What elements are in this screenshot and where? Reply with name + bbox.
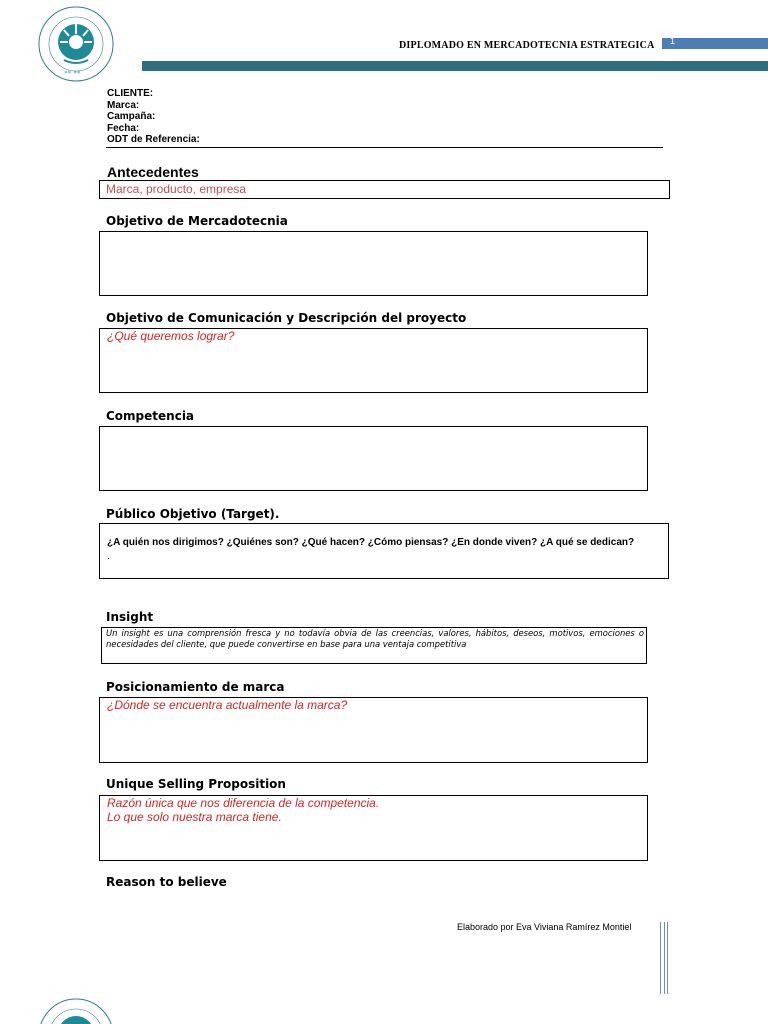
footer-rule-1 <box>660 922 661 994</box>
objetivo-mercadotecnia-heading: Objetivo de Mercadotecnia <box>106 214 288 228</box>
publico-objetivo-text: ¿A quién nos dirigimos? ¿Quiénes son? ¿Qué hacen? ¿Cómo piensas? ¿En donde viven? ¿A qué se dedican? <box>107 537 635 548</box>
antecedentes-heading: Antecedentes <box>107 164 199 180</box>
svg-text:»» ««: »» «« <box>64 69 81 76</box>
page-number-tab <box>662 38 768 49</box>
client-divider <box>106 147 663 148</box>
reason-heading: Reason to believe <box>106 875 227 889</box>
campana-label: Campaña: <box>107 111 156 122</box>
objetivo-comunicacion-box[interactable] <box>99 328 648 393</box>
university-logo <box>36 4 116 84</box>
publico-objetivo-box[interactable] <box>99 523 669 579</box>
usp-line-1: Razón única que nos diferencia de la competencia. <box>107 796 380 810</box>
footer-rule-2 <box>664 922 665 994</box>
usp-heading: Unique Selling Proposition <box>106 777 286 791</box>
header-title: DIPLOMADO EN MERCADOTECNIA ESTRATEGICA <box>399 40 655 51</box>
publico-objetivo-heading: Público Objetivo (Target). <box>106 507 280 521</box>
antecedentes-text: Marca, producto, empresa <box>106 182 247 196</box>
competencia-heading: Competencia <box>106 409 195 423</box>
insight-text: Un insight es una comprensión fresca y no todavía obvia de las creencias, valores, hábitos, deseos, motivos, emociones o necesidades del cliente, que puede convertirse en base para una ventaja competitiva <box>106 628 644 649</box>
fecha-label: Fecha: <box>107 122 140 134</box>
client-info <box>107 88 200 146</box>
objetivo-mercadotecnia-box[interactable] <box>99 231 648 296</box>
odt-label: ODT de Referencia: <box>107 134 200 145</box>
footer-rule-3 <box>667 922 668 994</box>
footer-author: Elaborado por Eva Viviana Ramírez Montiel <box>457 922 632 932</box>
posicionamiento-text: ¿Dónde se encuentra actualmente la marca? <box>107 698 348 712</box>
usp-box[interactable] <box>99 795 648 861</box>
university-seal-icon <box>36 4 116 84</box>
objetivo-comunicacion-heading: Objetivo de Comunicación y Descripción del proyecto <box>106 311 467 325</box>
page-number: 1 <box>670 36 676 46</box>
posicionamiento-heading: Posicionamiento de marca <box>106 680 285 694</box>
publico-objetivo-dot: . <box>107 551 110 562</box>
next-page-logo <box>36 996 116 1024</box>
posicionamiento-box[interactable] <box>99 697 648 763</box>
marca-label: Marca: <box>107 99 140 111</box>
insight-heading: Insight <box>106 610 154 624</box>
competencia-box[interactable] <box>99 426 648 491</box>
header-band <box>142 61 768 71</box>
antecedentes-box[interactable] <box>99 180 670 199</box>
university-seal-icon-bottom <box>36 996 116 1024</box>
cliente-label: CLIENTE: <box>107 88 154 99</box>
usp-line-2: Lo que solo nuestra marca tiene. <box>107 810 282 824</box>
objetivo-comunicacion-text: ¿Qué queremos lograr? <box>107 329 235 343</box>
